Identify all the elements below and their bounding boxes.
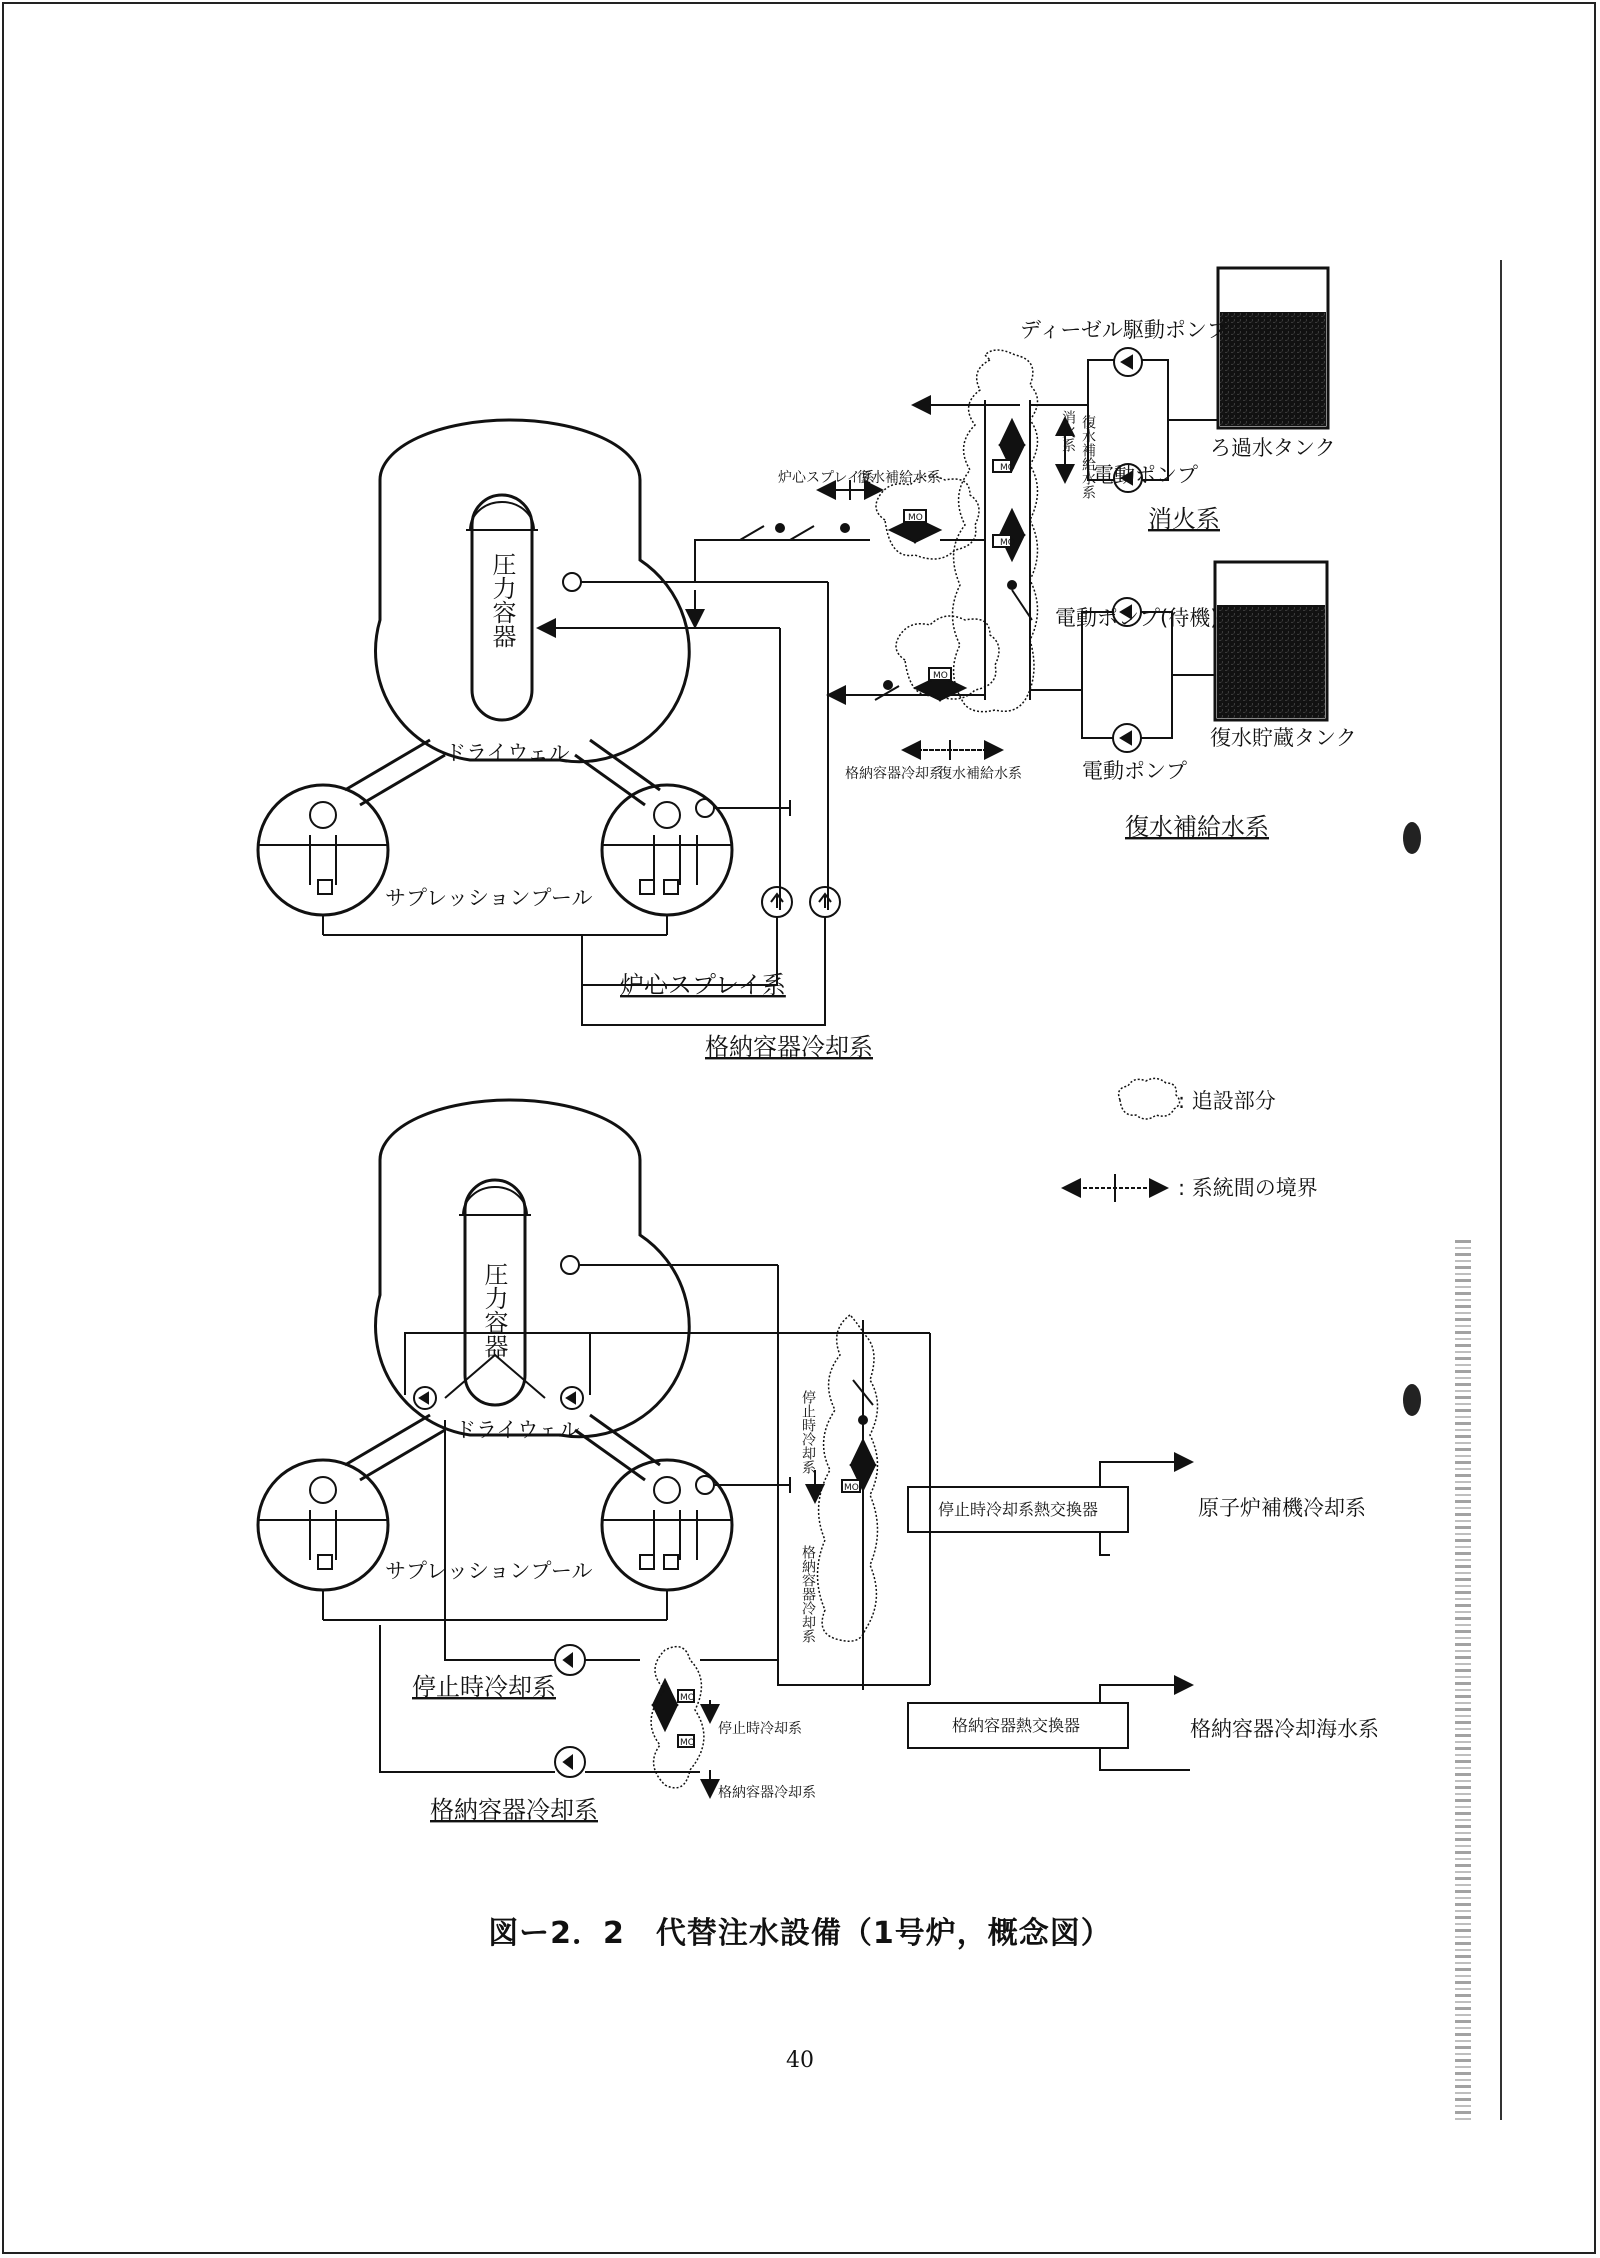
cond-makeup-label: 復水補給水系 bbox=[1125, 813, 1269, 841]
mo-tag-2: MO bbox=[1000, 538, 1015, 548]
cv-seawater-label: 格納容器冷却海水系 bbox=[1190, 1717, 1379, 1741]
top-drywell-label: ドライウェル bbox=[445, 741, 570, 765]
top-pool-label: サプレッションプール bbox=[385, 886, 593, 910]
mo-tag-3: MO bbox=[908, 513, 923, 523]
bottom-cv-cooling-label: 格納容器冷却系 bbox=[430, 1796, 598, 1824]
top-cv-cooling-label: 格納容器冷却系 bbox=[705, 1033, 873, 1061]
diesel-pump-label: ディーゼル駆動ポンプ bbox=[1020, 318, 1228, 342]
legend bbox=[1065, 1078, 1180, 1202]
top-core-spray-label: 炉心スプレイ系 bbox=[620, 971, 786, 999]
filter-tank-label: ろ過水タンク bbox=[1210, 436, 1336, 460]
top-motor-pump-label: 電動ポンプ bbox=[1093, 463, 1198, 487]
reactor-aux-label: 原子炉補機冷却系 bbox=[1198, 1496, 1366, 1520]
vert-shutdown-label: 停止時冷却系 bbox=[800, 1390, 816, 1474]
bottom-drywell-label: ドライウェル bbox=[455, 1418, 580, 1442]
bottom-pool-label: サプレッションプール bbox=[385, 1559, 593, 1583]
mo-tag-6: MO bbox=[680, 1738, 695, 1748]
small-shutdown-label: 停止時冷却系 bbox=[718, 1721, 802, 1737]
small-cv-label: 格納容器冷却系 bbox=[718, 1785, 816, 1801]
small-cv-cooling-label: 格納容器冷却系 bbox=[845, 766, 943, 782]
scan-marks bbox=[1403, 260, 1502, 2120]
cond-tank-label: 復水貯蔵タンク bbox=[1210, 726, 1357, 750]
hx-cv-label: 格納容器熱交換器 bbox=[952, 1716, 1081, 1735]
top-piping bbox=[540, 268, 1328, 1025]
top-torus-left bbox=[258, 785, 388, 915]
motor-pump-label-2: 電動ポンプ bbox=[1082, 759, 1187, 783]
legend-boundary-label: : 系統間の境界 bbox=[1178, 1176, 1318, 1200]
legend-added-label: : 追設部分 bbox=[1178, 1089, 1276, 1113]
vert-cv-label: 格納容器冷却系 bbox=[800, 1545, 816, 1643]
top-vessel-label: 圧力容器 bbox=[488, 552, 516, 648]
small-core-spray-label: 炉心スプレイ系 bbox=[778, 470, 875, 486]
mo-tag-4: MO bbox=[933, 671, 948, 681]
hx-shutdown-label: 停止時冷却系熱交換器 bbox=[938, 1500, 1099, 1519]
vert-cond-label: 復水補給水系 bbox=[1080, 415, 1096, 499]
scan-edge-noise bbox=[1455, 1240, 1471, 2120]
vert-fire-label: 消火系 bbox=[1060, 410, 1076, 452]
motor-pump-standby-label: 電動ポンプ(待機) bbox=[1055, 606, 1219, 630]
bottom-containment bbox=[258, 1100, 732, 1620]
small-cond-makeup-label-2: 復水補給水系 bbox=[938, 766, 1022, 782]
bottom-shutdown-label: 停止時冷却系 bbox=[412, 1673, 556, 1701]
small-cond-makeup-label: 復水補給水系 bbox=[857, 470, 941, 486]
mo-tag-1: MO bbox=[1000, 463, 1015, 473]
page-number: 40 bbox=[786, 2048, 814, 2073]
top-cond-pump-box bbox=[1082, 612, 1172, 738]
bottom-vessel-label: 圧力容器 bbox=[480, 1262, 508, 1358]
mo-tag-7: MO bbox=[844, 1483, 859, 1493]
fire-system-label: 消火系 bbox=[1148, 505, 1220, 533]
bottom-torus-left bbox=[258, 1460, 388, 1590]
top-containment bbox=[258, 420, 732, 935]
top-fire-pump-box bbox=[1088, 360, 1168, 480]
mo-tag-5: MO bbox=[680, 1693, 695, 1703]
figure-caption: 図ー2．2 代替注水設備（1号炉，概念図） bbox=[488, 1916, 1112, 1951]
